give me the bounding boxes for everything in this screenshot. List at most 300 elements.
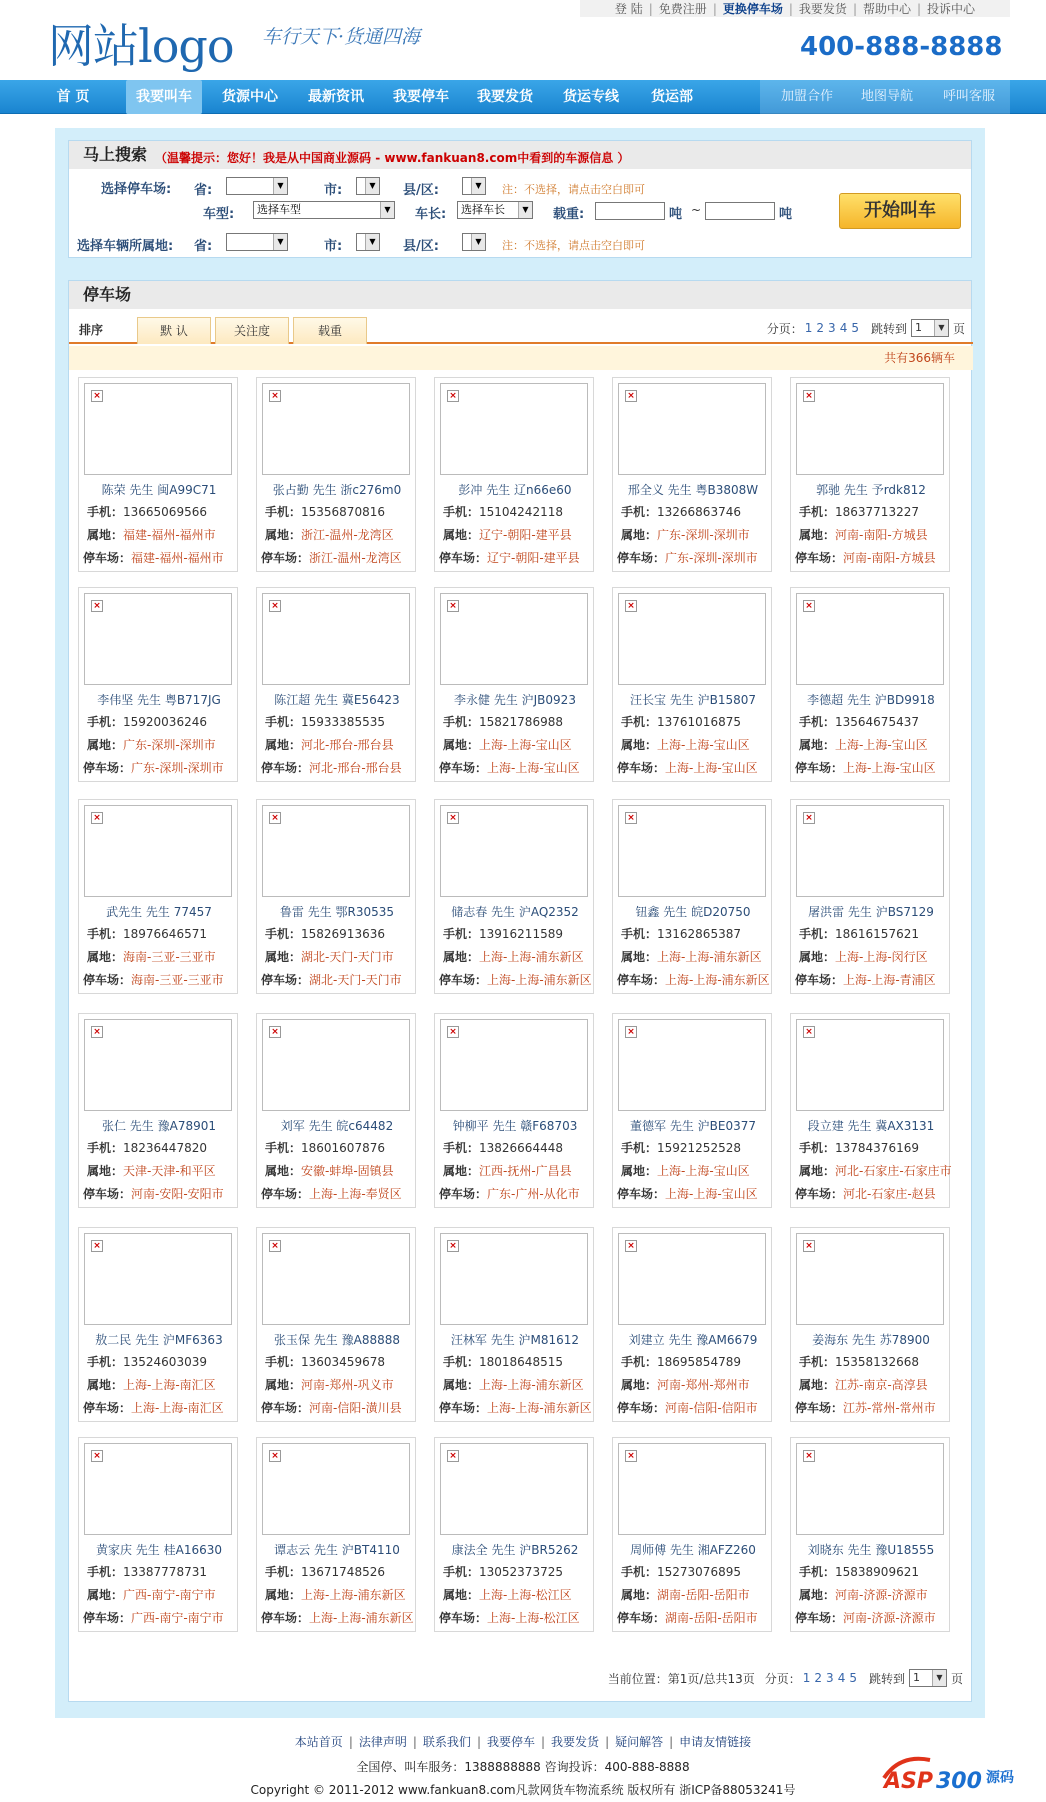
origin-row (257, 736, 417, 753)
nav-right-item[interactable]: 地图导航 (860, 89, 913, 104)
card-field-value: 上海-上海-南汇区 (131, 1401, 224, 1415)
broken-image-icon: × (803, 390, 815, 402)
card-field-value: 18236447820 (123, 1141, 207, 1155)
card-field-label: 手机： (798, 715, 835, 729)
vehicle-photo (440, 383, 588, 475)
page-link[interactable]: 1 (804, 321, 813, 335)
vehicle-card[interactable] (434, 1227, 594, 1422)
driver-name[interactable]: 敖二民 先生 沪MF6363 (95, 1333, 223, 1347)
broken-image-icon: × (91, 1026, 103, 1038)
card-field-value: 上海-上海-浦东新区 (301, 1588, 406, 1602)
vehicle-card[interactable] (256, 1227, 416, 1422)
vehicle-photo (84, 383, 232, 475)
card-field-label: 属地： (620, 1378, 657, 1392)
footer-link[interactable]: 本站首页 (294, 1735, 343, 1749)
broken-image-icon: × (91, 1450, 103, 1462)
vehicle-card[interactable] (78, 799, 238, 994)
card-field-label: 属地： (264, 1164, 301, 1178)
card-field-value: 15920036246 (123, 715, 207, 729)
card-field-value: 13564675437 (835, 715, 919, 729)
vehicle-card[interactable] (790, 1227, 950, 1422)
card-field-label: 手机： (86, 1355, 123, 1369)
card-field-label: 属地： (620, 1164, 657, 1178)
footer-separator: | (412, 1735, 417, 1749)
card-field-label: 停车场： (260, 1187, 309, 1201)
card-field-value: 上海-上海-宝山区 (657, 738, 750, 752)
vehicle-photo (618, 805, 766, 897)
driver-name[interactable]: 段立建 先生 冀AX3131 (807, 1119, 935, 1133)
vehicle-card[interactable] (790, 377, 950, 572)
origin-row (435, 1586, 595, 1603)
broken-image-icon: × (625, 390, 637, 402)
card-field-label: 属地： (442, 738, 479, 752)
vehicle-card[interactable] (612, 1013, 772, 1208)
vehicle-card[interactable] (78, 1013, 238, 1208)
card-field-value: 13761016875 (657, 715, 741, 729)
driver-name[interactable]: 李伟坚 先生 粤B717JG (97, 693, 221, 707)
card-field-label: 停车场： (794, 1401, 843, 1415)
vehicle-card[interactable] (612, 1437, 772, 1632)
card-field-label: 手机： (620, 715, 657, 729)
pager-bottom (608, 1669, 963, 1687)
card-field-value: 13266863746 (657, 505, 741, 519)
phone-row (613, 503, 773, 520)
origin-row (79, 1162, 239, 1179)
driver-name[interactable]: 鲁雷 先生 鄂R30535 (279, 905, 395, 919)
card-field-label: 属地： (798, 738, 835, 752)
card-field-value: 广东-深圳-深圳市 (657, 528, 750, 542)
card-field-value: 上海-上海-浦东新区 (487, 1401, 592, 1415)
card-field-value: 江西-抚州-广昌县 (479, 1164, 572, 1178)
cartype-select[interactable]: 选择车型 ▼ (253, 201, 395, 219)
origin-county-label: 县/区: (403, 239, 439, 254)
page-jump-select[interactable] (911, 319, 949, 337)
phone-row (613, 713, 773, 730)
nav-item[interactable]: 货运专线 (563, 89, 619, 105)
park-row (613, 549, 773, 566)
vehicle-card[interactable] (434, 377, 594, 572)
driver-name[interactable]: 姜海东 先生 苏78900 (812, 1333, 930, 1347)
park-row (79, 1185, 239, 1202)
card-field-value: 15838909621 (835, 1565, 919, 1579)
card-field-value: 浙江-温州-龙湾区 (301, 528, 394, 542)
vehicle-photo (262, 805, 410, 897)
card-field-value: 安徽-蚌埠-固镇县 (301, 1164, 394, 1178)
card-field-label: 手机： (620, 1141, 657, 1155)
footer-link[interactable]: 联系我们 (422, 1735, 471, 1749)
broken-image-icon: × (803, 1450, 815, 1462)
driver-name[interactable]: 康法全 先生 沪BR5262 (451, 1543, 579, 1557)
park-province-select[interactable] (226, 177, 288, 195)
card-field-label: 手机： (442, 505, 479, 519)
topbar-link[interactable]: 免费注册 (658, 2, 707, 16)
vehicle-card[interactable] (790, 587, 950, 782)
vehicle-photo (440, 805, 588, 897)
broken-image-icon: × (447, 390, 459, 402)
vehicle-card[interactable] (256, 799, 416, 994)
vehicle-card[interactable] (434, 587, 594, 782)
search-panel (68, 140, 972, 258)
origin-row (435, 1376, 595, 1393)
card-field-value: 辽宁-朝阳-建平县 (479, 528, 572, 542)
vehicle-card[interactable] (434, 1437, 594, 1632)
park-row (613, 1399, 773, 1416)
driver-name[interactable]: 汪长宝 先生 沪B15807 (629, 693, 757, 707)
park-row (791, 1609, 951, 1626)
driver-name[interactable]: 谭志云 先生 沪BT4110 (274, 1543, 400, 1557)
load-label: 载重: (553, 207, 585, 222)
vehicle-card[interactable] (612, 587, 772, 782)
origin-row (791, 948, 951, 965)
footer-link[interactable]: 我要停车 (486, 1735, 535, 1749)
card-field-value: 上海-上海-松江区 (487, 1611, 580, 1625)
park-row (257, 1399, 417, 1416)
vehicle-card[interactable] (256, 587, 416, 782)
footer-link[interactable]: 申请友情链接 (679, 1735, 752, 1749)
topbar-link[interactable]: 帮助中心 (862, 2, 911, 16)
card-field-value: 河北-邢台-邢台县 (301, 738, 394, 752)
cartype-label: 车型: (203, 207, 235, 222)
phone-row (791, 503, 951, 520)
page-link[interactable]: 5 (849, 1671, 857, 1685)
park-row (257, 759, 417, 776)
vehicle-card[interactable] (256, 1013, 416, 1208)
driver-name[interactable]: 陈荣 先生 闽A99C71 (101, 483, 217, 497)
start-call-car-button[interactable]: 开始叫车 (839, 193, 961, 229)
footer-separator: | (541, 1735, 546, 1749)
driver-name[interactable]: 李永健 先生 沪JB0923 (454, 693, 576, 707)
card-field-label: 属地： (620, 738, 657, 752)
broken-image-icon: × (625, 600, 637, 612)
park-city-label: 市: (324, 183, 343, 198)
topbar-link[interactable]: 更换停车场 (722, 2, 783, 16)
footer-separator: | (605, 1735, 610, 1749)
topbar-separator: | (917, 1, 922, 16)
card-field-value: 上海-上海-浦东新区 (479, 1378, 584, 1392)
card-field-label: 手机： (798, 927, 835, 941)
vehicle-photo (84, 1443, 232, 1535)
vehicle-photo (84, 593, 232, 685)
park-row (791, 549, 951, 566)
driver-name[interactable]: 周师傅 先生 湘AFZ260 (630, 1543, 756, 1557)
page-link[interactable]: 4 (839, 321, 848, 335)
nav-item[interactable]: 货运部 (651, 89, 693, 105)
park-county-select[interactable] (462, 177, 486, 195)
card-field-label: 手机： (86, 715, 123, 729)
driver-name[interactable]: 武先生 先生 77457 (106, 905, 212, 919)
vehicle-photo (618, 1233, 766, 1325)
vehicle-card[interactable] (78, 1227, 238, 1422)
card-field-value: 湖北-天门-天门市 (309, 973, 402, 987)
origin-province-select[interactable] (226, 233, 288, 251)
svg-text:源码: 源码 (986, 1770, 1014, 1786)
page-link[interactable]: 5 (851, 321, 859, 335)
site-slogan: 车行天下·货通四海 (262, 26, 421, 48)
vehicle-photo (618, 383, 766, 475)
vehicle-photo (262, 1443, 410, 1535)
card-field-value: 上海-上海-宝山区 (835, 738, 928, 752)
card-field-label: 停车场： (82, 551, 131, 565)
load-max-input[interactable] (705, 202, 775, 220)
nav-item[interactable]: 货源中心 (222, 89, 278, 105)
card-field-label: 手机： (620, 1355, 657, 1369)
topbar-separator: | (712, 1, 717, 16)
broken-image-icon: × (91, 390, 103, 402)
vehicle-card[interactable] (256, 377, 416, 572)
broken-image-icon: × (91, 600, 103, 612)
card-field-value: 河南-郑州-巩义市 (301, 1378, 394, 1392)
footer-service: 全国停、叫车服务：1388888888 咨询投诉：400-888-8888 (356, 1760, 690, 1774)
card-field-value: 13671748526 (301, 1565, 385, 1579)
card-field-label: 停车场： (260, 1401, 309, 1415)
site-logo[interactable]: 网站logo (48, 19, 234, 73)
broken-image-icon: × (269, 600, 281, 612)
park-row (79, 549, 239, 566)
card-field-value: 广东-广州-从化市 (487, 1187, 580, 1201)
list-title: 停车场 (83, 285, 132, 304)
park-row (435, 971, 595, 988)
card-field-value: 13162865387 (657, 927, 741, 941)
origin-row (791, 526, 951, 543)
sort-tab-load[interactable]: 载重 (293, 317, 367, 344)
card-field-label: 停车场： (438, 551, 487, 565)
card-field-value: 河北-石家庄-赵县 (843, 1187, 936, 1201)
card-field-value: 湖南-岳阳-岳阳市 (657, 1588, 750, 1602)
vehicle-card[interactable] (434, 1013, 594, 1208)
card-field-label: 手机： (442, 1355, 479, 1369)
phone-row (435, 1353, 595, 1370)
origin-city-select[interactable] (356, 233, 380, 251)
card-field-label: 属地： (264, 950, 301, 964)
footer-link[interactable]: 法律声明 (358, 1735, 407, 1749)
card-field-label: 属地： (86, 1164, 123, 1178)
card-field-label: 手机： (86, 927, 123, 941)
topbar-link[interactable]: 登 陆 (614, 2, 643, 16)
card-field-label: 属地： (442, 950, 479, 964)
card-field-value: 上海-上海-奉贤区 (309, 1187, 402, 1201)
card-field-label: 手机： (620, 1565, 657, 1579)
ton-unit-1: 吨 (669, 207, 683, 222)
card-field-label: 属地： (620, 950, 657, 964)
driver-name[interactable]: 钮鑫 先生 皖D20750 (635, 905, 751, 919)
carlen-select[interactable]: 选择车长 ▼ (457, 201, 533, 219)
card-field-label: 属地： (620, 528, 657, 542)
driver-name[interactable]: 黄家庆 先生 桂A16630 (95, 1543, 222, 1557)
hint-label: 温馨提示： (167, 151, 228, 165)
driver-name[interactable]: 刘建立 先生 豫AM6679 (628, 1333, 758, 1347)
card-field-value: 18695854789 (657, 1355, 741, 1369)
driver-name[interactable]: 陈江超 先生 冀E56423 (274, 693, 400, 707)
card-field-value: 上海-上海-宝山区 (487, 761, 580, 775)
park-city-select[interactable] (356, 177, 380, 195)
card-field-value: 河南-郑州-郑州市 (657, 1378, 750, 1392)
driver-name[interactable]: 彭冲 先生 辽n66e60 (458, 483, 572, 497)
phone-row (435, 503, 595, 520)
card-field-value: 13916211589 (479, 927, 563, 941)
card-field-label: 属地： (442, 1164, 479, 1178)
card-field-label: 属地： (86, 950, 123, 964)
park-row (257, 971, 417, 988)
card-field-value: 江苏-常州-常州市 (843, 1401, 936, 1415)
topbar-link[interactable]: 投诉中心 (927, 2, 976, 16)
origin-row (79, 948, 239, 965)
chevron-down-icon: ▼ (518, 202, 532, 218)
page-link[interactable]: 2 (816, 321, 825, 335)
vehicle-card[interactable] (78, 587, 238, 782)
vehicle-card[interactable] (78, 1437, 238, 1632)
chevron-down-icon: ▼ (365, 234, 379, 250)
driver-name[interactable]: 刘军 先生 皖c64482 (280, 1119, 394, 1133)
vehicle-card[interactable] (78, 377, 238, 572)
load-min-input[interactable] (595, 202, 665, 220)
broken-image-icon: × (447, 1240, 459, 1252)
footer-link[interactable]: 疑问解答 (615, 1735, 664, 1749)
vehicle-photo (796, 805, 944, 897)
nav-right-item[interactable]: 呼叫客服 (942, 89, 995, 104)
jump-label: 跳转到 (870, 321, 907, 336)
phone-row (79, 1353, 239, 1370)
page-jump-value: 1 (914, 321, 922, 334)
topbar-separator: | (788, 1, 793, 16)
broken-image-icon: × (803, 600, 815, 612)
card-field-label: 停车场： (260, 1611, 309, 1625)
page-link[interactable]: 3 (828, 321, 836, 335)
driver-name[interactable]: 李德超 先生 沪BD9918 (807, 693, 935, 707)
origin-row (257, 1586, 417, 1603)
card-field-value: 广西-南宁-南宁市 (131, 1611, 224, 1625)
nav-item[interactable]: 我要叫车 (126, 80, 202, 114)
card-field-label: 停车场： (616, 973, 665, 987)
card-field-label: 手机： (620, 927, 657, 941)
card-field-value: 河南-南阳-方城县 (835, 528, 928, 542)
card-field-value: 13387778731 (123, 1565, 207, 1579)
sort-tab-popularity[interactable]: 关注度 (215, 317, 289, 344)
nav-item[interactable]: 我要发货 (477, 89, 533, 105)
vehicle-card[interactable] (790, 1437, 950, 1632)
topbar-link[interactable]: 我要发货 (798, 2, 847, 16)
origin-row (613, 526, 773, 543)
driver-name[interactable]: 刘晓东 先生 豫U18555 (807, 1543, 935, 1557)
driver-name[interactable]: 钟柳平 先生 赣F68703 (452, 1119, 578, 1133)
phone-row (79, 713, 239, 730)
driver-name[interactable]: 董德军 先生 沪BE0377 (630, 1119, 756, 1133)
driver-name[interactable]: 张玉保 先生 豫A88888 (273, 1333, 400, 1347)
card-field-value: 河南-济源-济源市 (843, 1611, 936, 1625)
phone-row (257, 1139, 417, 1156)
card-field-label: 手机： (798, 1565, 835, 1579)
card-field-value: 海南-三亚-三亚市 (131, 973, 224, 987)
svg-text:300: 300 (936, 1769, 982, 1794)
broken-image-icon: × (269, 812, 281, 824)
card-field-label: 属地： (442, 1588, 479, 1602)
card-field-value: 广东-深圳-深圳市 (665, 551, 758, 565)
broken-image-icon: × (625, 1026, 637, 1038)
vehicle-card[interactable] (612, 377, 772, 572)
driver-name[interactable]: 储志春 先生 沪AQ2352 (451, 905, 579, 919)
origin-row (79, 1586, 239, 1603)
driver-name[interactable]: 张仁 先生 豫A78901 (101, 1119, 216, 1133)
sort-tab-default[interactable]: 默 认 (137, 317, 211, 344)
vehicle-card[interactable] (790, 799, 950, 994)
vehicle-card[interactable] (612, 1227, 772, 1422)
chevron-down-icon: ▼ (365, 178, 379, 194)
page-jump-select[interactable] (909, 1669, 947, 1687)
page-link[interactable]: 3 (826, 1671, 834, 1685)
driver-name[interactable]: 屠洪雷 先生 沪BS7129 (808, 905, 934, 919)
driver-name[interactable]: 郭驰 先生 予rdk812 (816, 483, 926, 497)
driver-name[interactable]: 张占勤 先生 浙c276m0 (272, 483, 402, 497)
card-field-value: 海南-三亚-三亚市 (123, 950, 216, 964)
page-link[interactable]: 2 (814, 1671, 823, 1685)
card-field-value: 13052373725 (479, 1565, 563, 1579)
card-field-value: 15933385535 (301, 715, 385, 729)
origin-row (613, 1162, 773, 1179)
vehicle-photo (618, 593, 766, 685)
card-field-label: 停车场： (260, 551, 309, 565)
vehicle-card[interactable] (612, 799, 772, 994)
page-link[interactable]: 4 (837, 1671, 846, 1685)
park-row (435, 1609, 595, 1626)
vehicle-card[interactable] (256, 1437, 416, 1632)
phone-row (79, 925, 239, 942)
card-field-value: 广东-深圳-深圳市 (131, 761, 224, 775)
parking-list-panel (68, 280, 972, 1702)
card-field-value: 浙江-温州-龙湾区 (309, 551, 402, 565)
card-field-value: 15358132668 (835, 1355, 919, 1369)
vehicle-card[interactable] (434, 799, 594, 994)
card-field-label: 属地： (798, 1588, 835, 1602)
card-field-value: 上海-上海-宝山区 (843, 761, 936, 775)
card-field-value: 广西-南宁-南宁市 (123, 1588, 216, 1602)
card-field-label: 手机： (264, 1565, 301, 1579)
origin-row (435, 526, 595, 543)
driver-name[interactable]: 邢全义 先生 粤B3808W (627, 483, 759, 497)
pager-position: 当前位置：第1页/总共13页 (607, 1671, 755, 1686)
vehicle-photo (796, 1019, 944, 1111)
page-link[interactable]: 1 (802, 1671, 811, 1685)
nav-item[interactable]: 我要停车 (393, 89, 449, 105)
card-field-value: 18637713227 (835, 505, 919, 519)
card-field-value: 15921252528 (657, 1141, 741, 1155)
card-field-value: 上海-上海-南汇区 (123, 1378, 216, 1392)
card-field-value: 上海-上海-宝山区 (665, 1187, 758, 1201)
card-field-value: 18601607876 (301, 1141, 385, 1155)
origin-county-select[interactable] (462, 233, 486, 251)
origin-select-label: 选择车辆所属地: (77, 239, 174, 254)
nav-right-item[interactable]: 加盟合作 (780, 89, 833, 104)
nav-item[interactable]: 最新资讯 (308, 89, 364, 105)
phone-row (79, 503, 239, 520)
card-field-label: 属地： (798, 1378, 835, 1392)
card-field-label: 手机： (86, 1141, 123, 1155)
phone-row (791, 1353, 951, 1370)
card-field-label: 属地： (264, 738, 301, 752)
phone-row (791, 925, 951, 942)
phone-row (257, 1353, 417, 1370)
park-note: 注：不选择，请点击空白即可 (502, 183, 645, 196)
driver-name[interactable]: 汪林军 先生 沪M81612 (450, 1333, 580, 1347)
nav-item[interactable]: 首 页 (56, 89, 90, 105)
card-field-label: 手机： (86, 1565, 123, 1579)
broken-image-icon: × (269, 1026, 281, 1038)
phone-row (791, 1563, 951, 1580)
card-field-value: 上海-上海-浦东新区 (479, 950, 584, 964)
footer-link[interactable]: 我要发货 (551, 1735, 600, 1749)
page-unit: 页 (950, 1671, 963, 1686)
sort-bar (69, 314, 973, 344)
vehicle-card[interactable] (790, 1013, 950, 1208)
card-field-label: 停车场： (260, 973, 309, 987)
